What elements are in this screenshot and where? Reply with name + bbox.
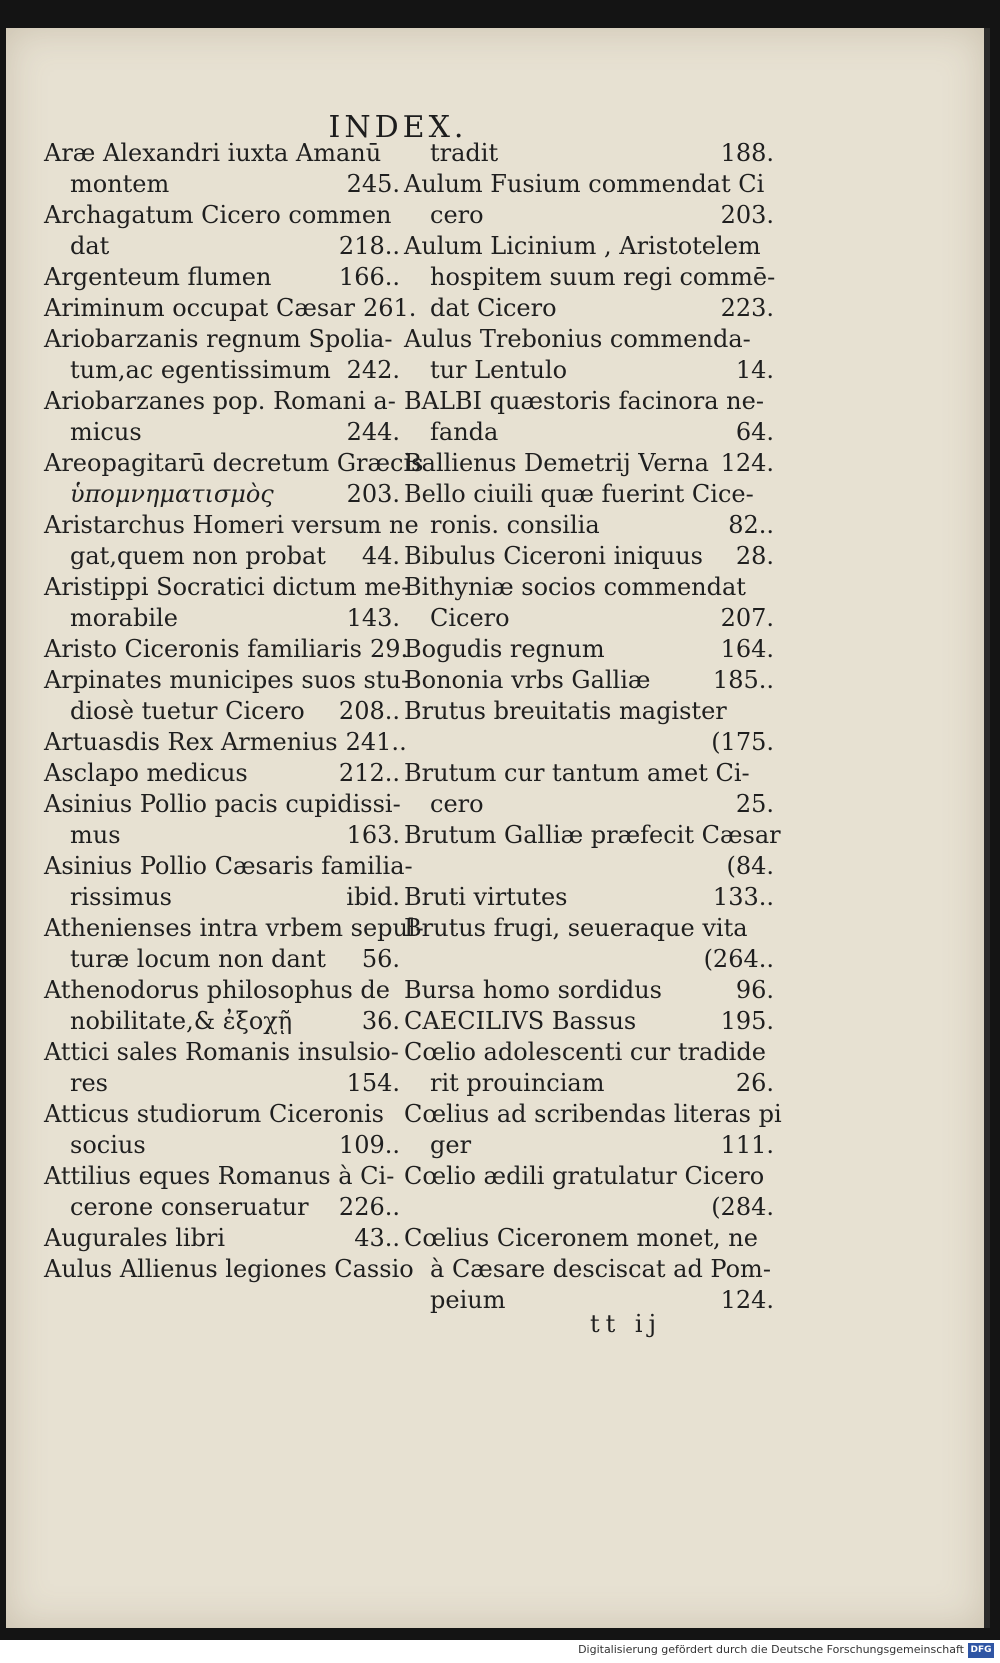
entry-page-number (766, 758, 774, 789)
entry-page-number: 143. (346, 604, 400, 632)
index-entry (44, 262, 400, 293)
entry-text: mus (70, 821, 121, 849)
index-entry (404, 820, 781, 851)
entry-text: tum,ac egentissimum (70, 356, 331, 384)
entry-text: fanda (430, 418, 499, 446)
index-entry (404, 634, 774, 665)
entry-text: Bithyniæ socios commendat (404, 573, 746, 601)
index-entry (44, 1099, 400, 1130)
entry-text: Attici sales Romanis insulsio- (44, 1038, 399, 1066)
index-entry (404, 913, 774, 944)
entry-page-number: 208.. (338, 697, 400, 725)
index-entry (44, 975, 400, 1006)
entry-page-number: 203. (346, 480, 400, 508)
index-entry (404, 1192, 774, 1223)
index-column-left (44, 138, 424, 1285)
entry-text: Bononia vrbs Galliæ (404, 666, 651, 694)
entry-text: socius (70, 1131, 146, 1159)
index-entry (404, 603, 774, 634)
index-entry (404, 572, 774, 603)
entry-page-number: 133.. (712, 883, 774, 911)
entry-text: Asclapo medicus (44, 759, 248, 787)
index-entry (44, 603, 400, 634)
entry-text: Ballienus Demetrij Verna (404, 449, 709, 477)
entry-text: Athenodorus philosophus de (44, 976, 390, 1004)
index-entry (404, 696, 774, 727)
entry-page-number (766, 1223, 774, 1254)
entry-text: turæ locum non dant (70, 945, 326, 973)
entry-text: Bogudis regnum (404, 635, 605, 663)
entry-text: Cicero (430, 604, 510, 632)
entry-text: hospitem suum regi commē- (430, 263, 776, 291)
entry-page-number: 14. (735, 356, 774, 384)
index-entry (44, 944, 400, 975)
entry-page-number: 111. (720, 1131, 774, 1159)
entry-text: peium (430, 1286, 506, 1314)
index-entry (404, 200, 774, 231)
entry-page-number: 261. (362, 294, 417, 322)
entry-page-number: 82.. (728, 511, 774, 539)
entry-page-number: 124. (720, 449, 774, 477)
index-entry (404, 262, 774, 293)
entry-text: rit prouinciam (430, 1069, 605, 1097)
entry-page-number: 164. (720, 635, 774, 663)
entry-page-number: 244. (346, 418, 400, 446)
index-entry (44, 665, 410, 696)
entry-page-number (396, 386, 404, 417)
entry-text: micus (70, 418, 142, 446)
entry-page-number: 207. (720, 604, 774, 632)
entry-page-number: 163. (346, 821, 400, 849)
entry-text: Aulus Trebonius commenda- (404, 325, 751, 353)
index-entry (404, 851, 774, 882)
entry-page-number: 109.. (338, 1131, 400, 1159)
entry-text: Brutum Galliæ præfecit Cæsar (404, 821, 781, 849)
index-entry (44, 727, 407, 758)
entry-text: Aræ Alexandri iuxta Amanū (44, 139, 382, 167)
entry-page-number: 166.. (338, 263, 400, 291)
index-entry (44, 1192, 400, 1223)
entry-text: à Cæsare desciscat ad Pom- (430, 1255, 771, 1283)
index-entry (404, 1068, 774, 1099)
index-entry (404, 882, 774, 913)
entry-page-number: 226.. (338, 1193, 400, 1221)
entry-text: ὑπομνηματισμὸς (70, 480, 274, 508)
entry-page-number: 223. (720, 294, 774, 322)
index-entry (404, 169, 774, 200)
index-entry (404, 541, 774, 572)
entry-page-number: 154. (346, 1069, 400, 1097)
footer-bar (0, 1640, 1000, 1663)
index-entry (44, 324, 400, 355)
entry-page-number (766, 169, 774, 200)
index-entry (404, 231, 774, 262)
index-entry (44, 758, 400, 789)
entry-text: Aristippi Socratici dictum me- (44, 573, 410, 601)
index-entry (404, 665, 774, 696)
entry-text: tur Lentulo (430, 356, 568, 384)
entry-page-number: 195. (720, 1007, 774, 1035)
entry-page-number (766, 913, 774, 944)
index-entry (404, 1037, 774, 1068)
entry-text: Cœlio adolescenti cur tradide (404, 1038, 766, 1066)
entry-page-number: 96. (735, 976, 774, 1004)
index-entry (44, 541, 400, 572)
entry-text: Ariobarzanis regnum Spolia- (44, 325, 393, 353)
entry-page-number (766, 231, 774, 262)
entry-page-number (775, 262, 783, 293)
index-entry (404, 324, 774, 355)
entry-text: Ariobarzanes pop. Romani a- (44, 387, 396, 415)
index-entry (404, 1161, 774, 1192)
entry-page-number: 56. (361, 945, 400, 973)
index-entry (44, 820, 400, 851)
entry-page-number (392, 975, 400, 1006)
entry-page-number (766, 696, 774, 727)
index-entry (404, 1099, 782, 1130)
index-entry (404, 386, 774, 417)
index-entry (44, 293, 417, 324)
entry-page-number: (264.. (703, 945, 774, 973)
index-entry (404, 417, 774, 448)
entry-page-number (392, 200, 400, 231)
entry-text: Aulum Licinium , Aristotelem (404, 232, 761, 260)
index-entry (44, 417, 400, 448)
entry-text: Brutus breuitatis magister (404, 697, 727, 725)
index-entry (44, 1006, 400, 1037)
index-entry (44, 1161, 400, 1192)
index-entry (404, 1223, 774, 1254)
index-entry (44, 851, 413, 882)
entry-page-number (771, 1254, 779, 1285)
entry-text: cero (430, 790, 484, 818)
index-entry (44, 138, 400, 169)
entry-page-number (392, 1099, 400, 1130)
entry-text: Atticus studiorum Ciceronis (44, 1100, 384, 1128)
entry-text: CAECILIVS Bassus (404, 1007, 637, 1035)
entry-page-number: 245. (346, 170, 400, 198)
entry-page-number (392, 324, 400, 355)
entry-text: BALBI quæstoris facinora ne- (404, 387, 764, 415)
index-entry (44, 386, 400, 417)
entry-page-number: 124. (720, 1286, 774, 1314)
entry-page-number: 64. (735, 418, 774, 446)
entry-text: res (70, 1069, 108, 1097)
entry-page-number (392, 138, 400, 169)
index-entry (404, 138, 774, 169)
entry-page-number: 29. (369, 635, 409, 663)
entry-text: Bruti virtutes (404, 883, 568, 911)
entry-page-number: (84. (726, 852, 774, 880)
entry-text: morabile (70, 604, 178, 632)
entry-page-number: 43.. (354, 1224, 400, 1252)
entry-page-number: 36. (361, 1007, 400, 1035)
page-title: INDEX. (328, 110, 468, 145)
entry-page-number (766, 386, 774, 417)
index-entry (404, 789, 774, 820)
entry-page-number (766, 572, 774, 603)
entry-page-number (766, 324, 774, 355)
entry-page-number: 218.. (338, 232, 400, 260)
entry-text: Cœlius Ciceronem monet, ne (404, 1224, 758, 1252)
index-entry (44, 1037, 400, 1068)
entry-page-number: ibid. (346, 883, 400, 911)
entry-text: gat,quem non probat (70, 542, 326, 570)
entry-page-number (766, 1161, 774, 1192)
entry-text: tradit (430, 139, 499, 167)
entry-text: Aristarchus Homeri versum ne (44, 511, 419, 539)
entry-page-number: 28. (735, 542, 774, 570)
entry-text: Archagatum Cicero commen (44, 201, 392, 229)
entry-text: Areopagitarū decretum Græcis (44, 449, 424, 477)
index-entry (44, 200, 400, 231)
index-entry (44, 882, 400, 913)
entry-text: ger (430, 1131, 472, 1159)
entry-text: Bibulus Ciceroni iniquus (404, 542, 703, 570)
index-entry (404, 510, 774, 541)
entry-text: Artuasdis Rex Armenius (44, 728, 338, 756)
footer-credit: Digitalisierung gefördert durch die Deutsche Forschungsgemeinschaft (578, 1643, 964, 1656)
entry-text: ronis. consilia (430, 511, 600, 539)
index-entry (404, 1130, 774, 1161)
entry-text: rissimus (70, 883, 172, 911)
index-entry (44, 696, 400, 727)
entry-text: Aulus Allienus legiones Cassio (44, 1255, 414, 1283)
entry-text: Cœlius ad scribendas literas pi (404, 1100, 782, 1128)
index-entry (404, 975, 774, 1006)
entry-text: Argenteum flumen (44, 263, 272, 291)
index-entry (44, 479, 400, 510)
index-entry (404, 1254, 774, 1285)
entry-page-number: 44. (361, 542, 400, 570)
entry-text: Brutus frugi, seueraque vita (404, 914, 748, 942)
dfg-logo: DFG (968, 1643, 994, 1658)
index-entry (44, 231, 400, 262)
entry-text: Augurales libri (44, 1224, 226, 1252)
entry-text: Asinius Pollio pacis cupidissi- (44, 790, 401, 818)
entry-text: Bursa homo sordidus (404, 976, 662, 1004)
entry-text: Attilius eques Romanus à Ci- (44, 1162, 395, 1190)
index-entry (44, 169, 400, 200)
entry-page-number (782, 1099, 790, 1130)
entry-text: cero (430, 201, 484, 229)
index-entry (44, 572, 410, 603)
index-entry (44, 355, 400, 386)
entry-text: diosè tuetur Cicero (70, 697, 305, 725)
entry-text: Cœlio ædili gratulatur Cicero (404, 1162, 765, 1190)
index-entry (44, 913, 424, 944)
entry-text: nobilitate,& ἐξοχῇ (70, 1007, 293, 1035)
index-entry (404, 758, 774, 789)
index-entry (404, 1006, 774, 1037)
index-entry (44, 789, 400, 820)
entry-text: Brutum cur tantum amet Ci- (404, 759, 750, 787)
signature-mark: tt ij (590, 1310, 663, 1338)
entry-page-number: 25. (735, 790, 774, 818)
index-entry (44, 1130, 400, 1161)
index-entry (44, 1254, 414, 1285)
entry-page-number: (284. (711, 1193, 774, 1221)
entry-page-number: 188. (720, 139, 774, 167)
entry-page-number (766, 479, 774, 510)
entry-page-number (766, 1037, 774, 1068)
index-entry (404, 293, 774, 324)
entry-page-number: 212.. (338, 759, 400, 787)
entry-text: dat (70, 232, 110, 260)
index-entry (404, 355, 774, 386)
entry-page-number (394, 1161, 402, 1192)
entry-page-number (781, 820, 789, 851)
index-entry (44, 448, 424, 479)
entry-text: Aristo Ciceronis familiaris (44, 635, 362, 663)
entry-page-number: (175. (711, 728, 774, 756)
index-entry (404, 944, 774, 975)
index-entry (404, 1285, 774, 1316)
index-entry (44, 634, 409, 665)
entry-text: cerone conseruatur (70, 1193, 309, 1221)
index-column-right (404, 138, 782, 1316)
entry-page-number: 203. (720, 201, 774, 229)
entry-page-number: 242. (346, 356, 400, 384)
entry-text: montem (70, 170, 170, 198)
entry-page-number: 241.. (345, 728, 407, 756)
entry-text: Ariminum occupat Cæsar (44, 294, 355, 322)
index-entry (404, 727, 774, 758)
index-entry (44, 510, 419, 541)
entry-text: Arpinates municipes suos stu- (44, 666, 410, 694)
entry-text: Bello ciuili quæ fuerint Cice- (404, 480, 754, 508)
entry-page-number: 185.. (712, 666, 774, 694)
entry-text: Asinius Pollio Cæsaris familia- (44, 852, 413, 880)
entry-text: Aulum Fusium commendat Ci (404, 170, 765, 198)
entry-page-number: 26. (735, 1069, 774, 1097)
index-entry (44, 1068, 400, 1099)
index-entry (44, 1223, 400, 1254)
entry-text: dat Cicero (430, 294, 557, 322)
entry-text: Athenienses intra vrbem sepul- (44, 914, 424, 942)
index-entry (404, 448, 774, 479)
index-entry (404, 479, 774, 510)
